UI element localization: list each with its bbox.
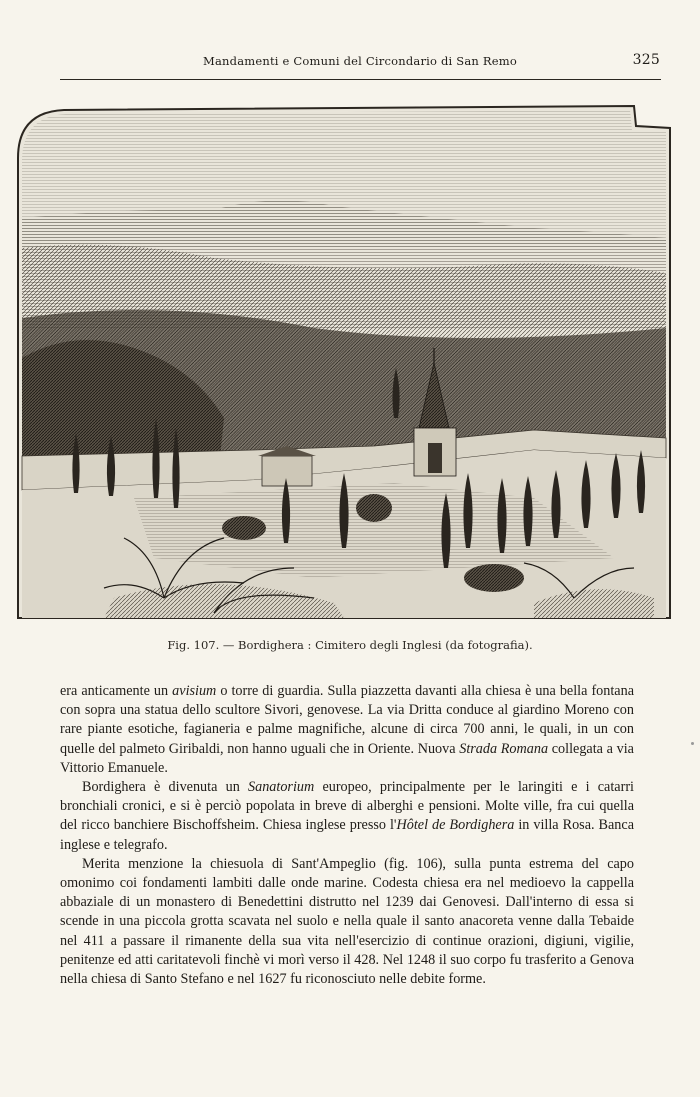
paragraph-2: Bordighera è divenuta un Sanatorium europeo, principalmente per le laringiti e i catarri bronchiali cronici, e si è perciò popolata in breve di alberghi e pensioni. Molte ville, fra cui quella del ricco banchiere Bischoffsheim. Chiesa inglese presso l'Hôtel de Bordighera in villa Rosa. Banca inglese e telegrafo. xyxy=(60,779,634,853)
figure-caption: Fig. 107. — Bordighera : Cimitero degli Inglesi (da fotografia). xyxy=(167,638,533,652)
margin-speck xyxy=(691,742,694,745)
page-number: 325 xyxy=(632,52,660,68)
paragraph-1: era anticamente un avisium o torre di guardia. Sulla piazzetta davanti alla chiesa è una bella fontana con sopra una statua dello scultore Sivori, genovese. La via Dritta conduce al giardino Moreno con rare piante esotiche, fagianeria e palme magnifiche, alcune di circa 700 anni, le quali, in un con quelle del palmeto Giribaldi, non hanno uguali che in Oriente. Nuova Strada Romana collegata a via Vittorio Emanuele. xyxy=(60,683,634,776)
paragraph-3: Merita menzione la chiesuola di Sant'Ampeglio (fig. 106), sulla punta estrema del capo omonimo coi fondamenti lambiti dalle onde marine. Codesta chiesa era nel medioevo la cappella abbaziale di un monastero di Benedettini distrutto nel 1239 dai Genovesi. Dall'interno di essa si scende in una piccola grotta scavata nel suolo e nella quale il santo anacoreta venne dalla Tebaide nel 411 a passare il rimanente della sua vita nell'esercizio di continue orazioni, digiuni, vigilie, penitenze ed atti caritatevoli finchè vi morì verso il 428. Nel 1248 il suo corpo fu trasferito a Genova nella chiesa di Santo Stefano e nel 1627 fu riconosciuto nelle debite forme. xyxy=(60,855,634,988)
engraving-illustration xyxy=(14,98,674,628)
cemetery-engraving xyxy=(14,98,674,628)
body-text xyxy=(60,682,634,989)
running-header xyxy=(60,52,660,74)
running-title: Mandamenti e Comuni del Circondario di San Remo xyxy=(203,54,517,68)
header-rule xyxy=(60,79,661,80)
